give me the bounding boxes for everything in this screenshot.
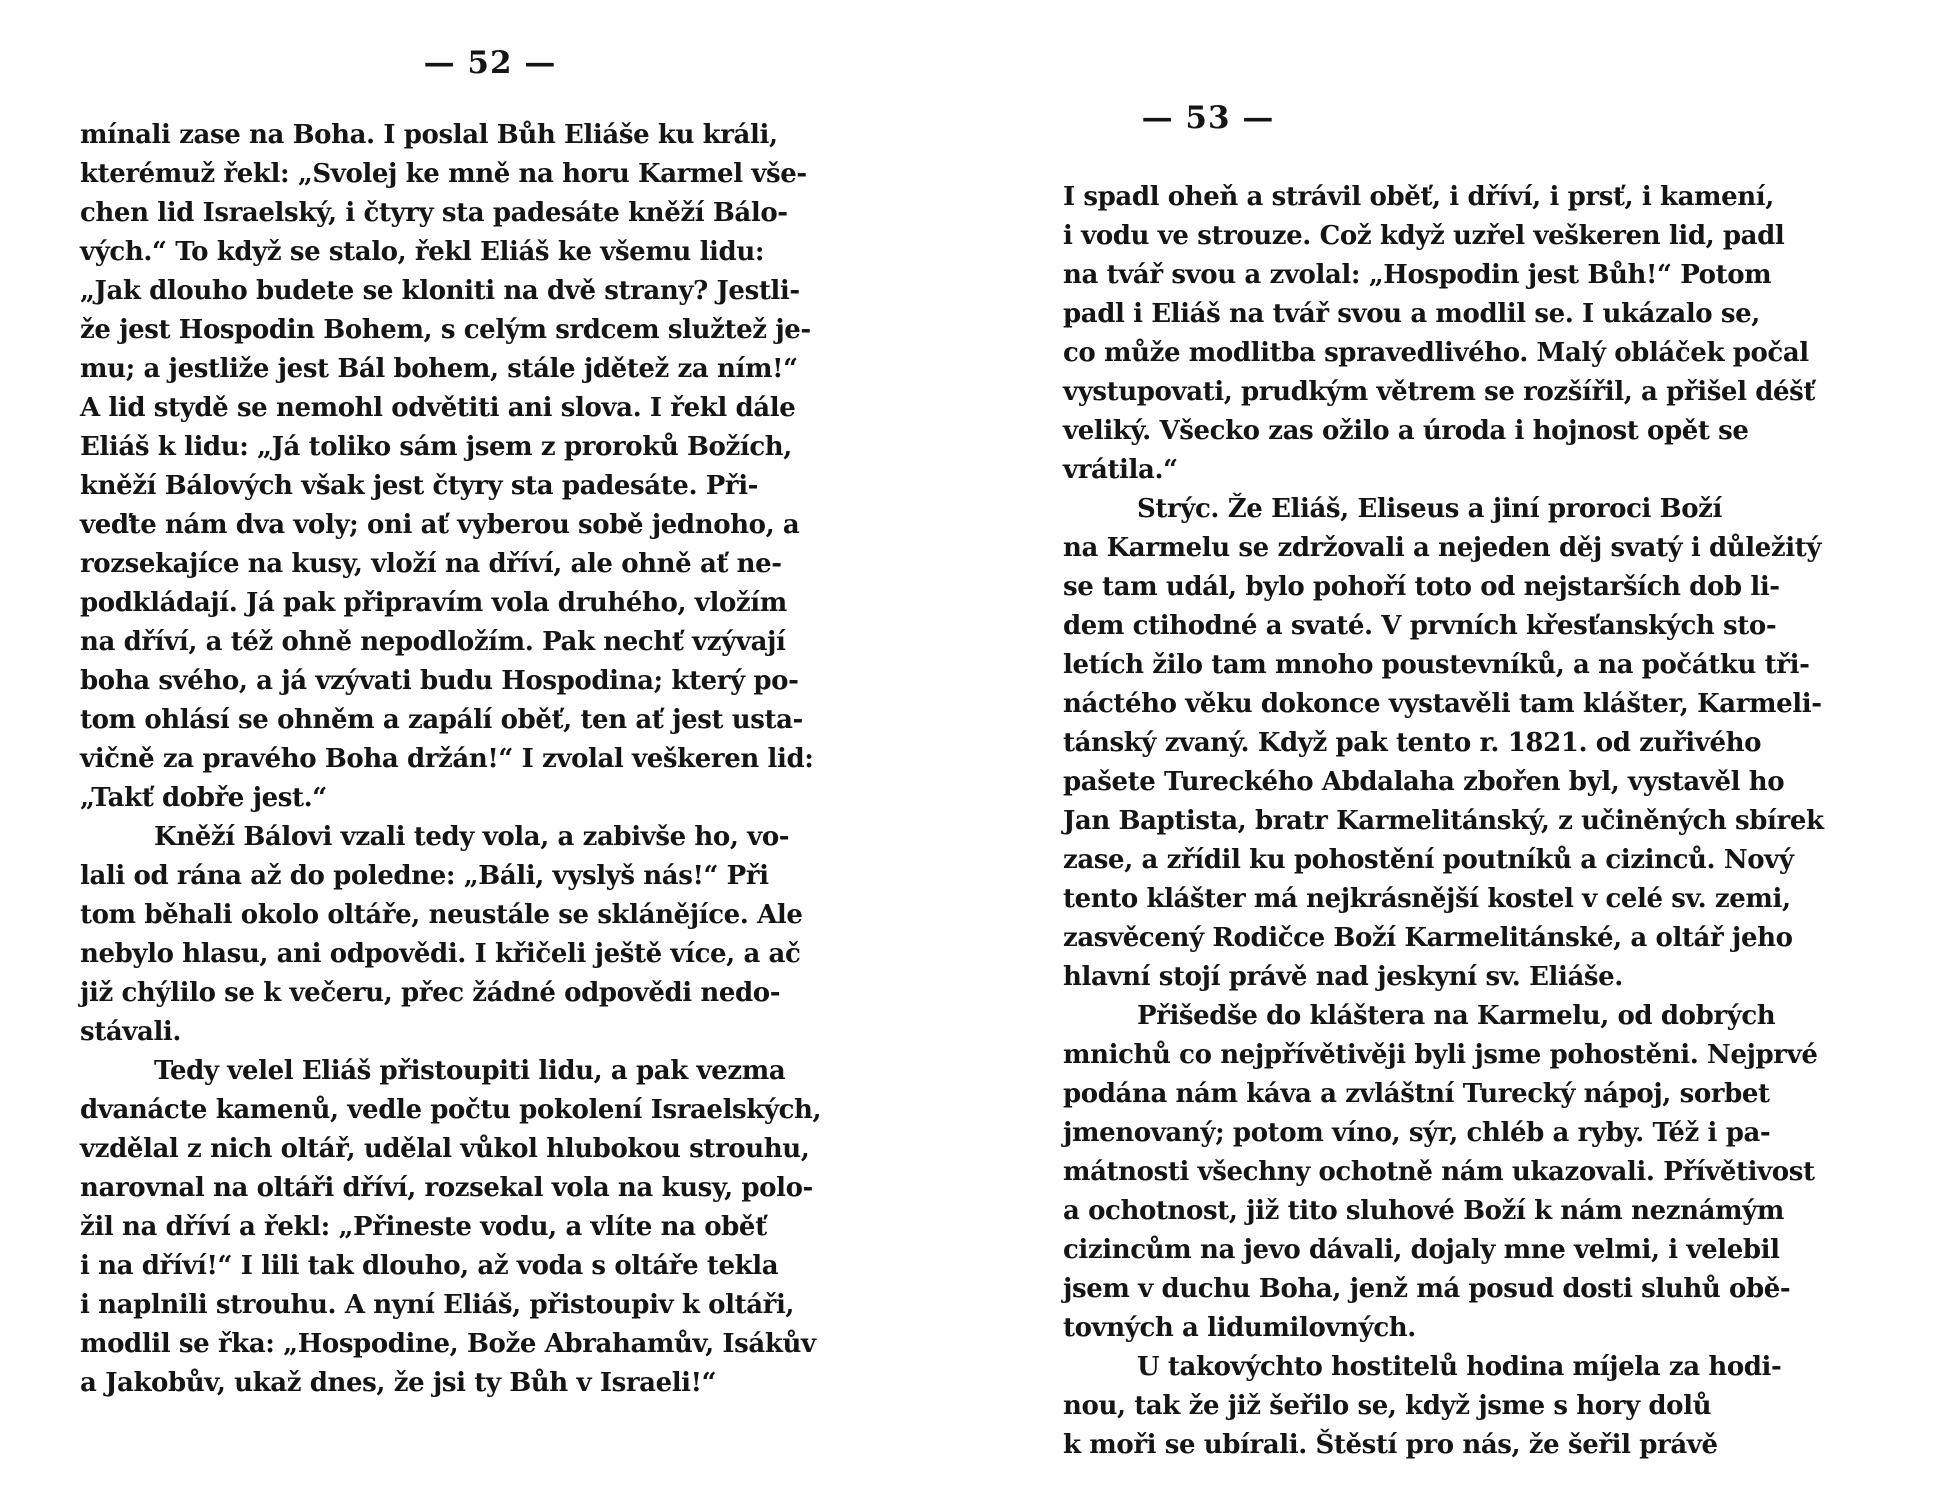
text-line: jmenovaný; potom víno, sýr, chléb a ryby. Též i pa-	[1063, 1118, 1771, 1148]
text-line: padl i Eliáš na tvář svou a modlil se. I ukázalo se,	[1063, 299, 1760, 329]
text-line: hlavní stojí právě nad jeskyní sv. Eliáše.	[1063, 962, 1623, 992]
text-line: veďte nám dva voly; oni ať vyberou sobě jednoho, a	[80, 510, 800, 540]
page-number-right: — 53 —	[1141, 100, 1275, 136]
text-line: nebylo hlasu, ani odpovědi. I křičeli ještě více, a ač	[80, 939, 801, 969]
text-line: dem ctihodné a svaté. V prvních křesťanských sto-	[1063, 611, 1777, 641]
text-line: lali od rána až do poledne: „Báli, vyslyš nás!“ Při	[80, 861, 769, 891]
text-line: vých.“ To když se stalo, řekl Eliáš ke všemu lidu:	[80, 237, 765, 267]
text-line: co může modlitba spravedlivého. Malý obláček počal	[1063, 338, 1809, 368]
text-line: pašete Tureckého Abdalaha zbořen byl, vystavěl ho	[1063, 767, 1785, 797]
text-line: jsem v duchu Boha, jenž má posud dosti sluhů obě-	[1063, 1274, 1791, 1304]
text-line: tánský zvaný. Když pak tento r. 1821. od zuřivého	[1063, 728, 1762, 758]
text-line: náctého věku dokonce vystavěli tam klášter, Karmeli-	[1063, 689, 1822, 719]
text-line: vrátila.“	[1063, 455, 1178, 485]
text-line: „Takť dobře jest.“	[80, 783, 327, 813]
text-line: boha svého, a já vzývati budu Hospodina; který po-	[80, 666, 799, 696]
text-line: na tvář svou a zvolal: „Hospodin jest Bůh!“ Potom	[1063, 260, 1772, 290]
text-line: a Jakobův, ukaž dnes, že jsi ty Bůh v Israeli!“	[80, 1368, 717, 1398]
text-line: dvanácte kamenů, vedle počtu pokolení Israelských,	[80, 1095, 822, 1125]
left-page-text	[80, 116, 900, 1403]
paragraph-start-line: Kněží Bálovi vzali tedy vola, a zabivše ho, vo-	[154, 822, 790, 852]
text-line: tovných a lidumilovných.	[1063, 1313, 1416, 1343]
text-line: mínali zase na Boha. I poslal Bůh Eliáše ku králi,	[80, 120, 778, 150]
text-line: Jan Baptista, bratr Karmelitánský, z učiněných sbírek	[1063, 806, 1824, 836]
paragraph-start-line: U takovýchto hostitelů hodina míjela za hodi-	[1137, 1352, 1782, 1382]
right-page	[973, 0, 1946, 1500]
text-line: i naplnili strouhu. A nyní Eliáš, přistoupiv k oltáři,	[80, 1290, 795, 1320]
text-line: chen lid Israelský, i čtyry sta padesáte kněží Bálo-	[80, 198, 788, 228]
text-line: „Jak dlouho budete se kloniti na dvě strany? Jestli-	[80, 276, 800, 306]
text-line: vystupovati, prudkým větrem se rozšířil, a přišel déšť	[1063, 377, 1815, 407]
text-line: že jest Hospodin Bohem, s celým srdcem služtež je-	[80, 315, 811, 345]
text-line: letích žilo tam mnoho poustevníků, a na počátku tři-	[1063, 650, 1810, 680]
text-line: se tam udál, bylo pohoří toto od nejstarších dob li-	[1063, 572, 1780, 602]
text-line: vičně za pravého Boha držán!“ I zvolal veškeren lid:	[80, 744, 814, 774]
text-line: A lid stydě se nemohl odvětiti ani slova. I řekl dále	[80, 393, 796, 423]
text-line: mátnosti všechny ochotně nám ukazovali. Přívětivost	[1063, 1157, 1815, 1187]
text-line: Eliáš k lidu: „Já toliko sám jsem z proroků Božích,	[80, 432, 792, 462]
text-line: žil na dříví a řekl: „Přineste vodu, a vlíte na oběť	[80, 1212, 767, 1242]
text-line: kterémuž řekl: „Svolej ke mně na horu Karmel vše-	[80, 159, 807, 189]
text-line: tento klášter má nejkrásnější kostel v celé sv. zemi,	[1063, 884, 1791, 914]
text-line: a ochotnost, již tito sluhové Boží k nám neznámým	[1063, 1196, 1784, 1226]
right-page-text	[1063, 178, 1863, 1465]
text-line: i vodu ve strouze. Což když uzřel veškeren lid, padl	[1063, 221, 1785, 251]
text-line: tom běhali okolo oltáře, neustále se sklánějíce. Ale	[80, 900, 803, 930]
text-line: I spadl oheň a strávil oběť, i dříví, i prsť, i kamení,	[1063, 182, 1774, 212]
text-line: narovnal na oltáři dříví, rozsekal vola na kusy, polo-	[80, 1173, 813, 1203]
paragraph-start-line: Tedy velel Eliáš přistoupiti lidu, a pak vezma	[154, 1056, 786, 1086]
text-line: cizincům na jevo dávali, dojaly mne velmi, i velebil	[1063, 1235, 1780, 1265]
text-line: podkládají. Já pak připravím vola druhého, vložím	[80, 588, 787, 618]
text-line: nou, tak že již šeřilo se, když jsme s hory dolů	[1063, 1391, 1712, 1421]
page-number-left: — 52 —	[423, 45, 557, 81]
text-line: rozsekajíce na kusy, vloží na dříví, ale ohně ať ne-	[80, 549, 782, 579]
text-line: zase, a zřídil ku pohostění poutníků a cizinců. Nový	[1063, 845, 1794, 875]
text-line: modlil se řka: „Hospodine, Bože Abrahamův, Isákův	[80, 1329, 816, 1359]
text-line: tom ohlásí se ohněm a zapálí oběť, ten ať jest usta-	[80, 705, 803, 735]
paragraph-start-line: Strýc. Že Eliáš, Eliseus a jiní proroci Boží	[1137, 494, 1722, 524]
text-line: na Karmelu se zdržovali a nejeden děj svatý i důležitý	[1063, 533, 1822, 563]
text-line: podána nám káva a zvláštní Turecký nápoj, sorbet	[1063, 1079, 1770, 1109]
text-line: mu; a jestliže jest Bál bohem, stále jdětež za ním!“	[80, 354, 798, 384]
paragraph-start-line: Přišedše do kláštera na Karmelu, od dobrých	[1137, 1001, 1776, 1031]
text-line: mnichů co nejpřívětivěji byli jsme pohostěni. Nejprvé	[1063, 1040, 1818, 1070]
text-line: k moři se ubírali. Štěstí pro nás, že šeřil právě	[1063, 1430, 1718, 1460]
text-line: kněží Bálových však jest čtyry sta padesáte. Při-	[80, 471, 759, 501]
text-line: veliký. Všecko zas ožilo a úroda i hojnost opět se	[1063, 416, 1749, 446]
text-line: stávali.	[80, 1017, 182, 1047]
text-line: již chýlilo se k večeru, přec žádné odpovědi nedo-	[80, 978, 781, 1008]
text-line: i na dříví!“ I lili tak dlouho, až voda s oltáře tekla	[80, 1251, 779, 1281]
text-line: vzdělal z nich oltář, udělal vůkol hlubokou strouhu,	[80, 1134, 810, 1164]
text-line: na dříví, a též ohně nepodložím. Pak nechť vzývají	[80, 627, 786, 657]
text-line: zasvěcený Rodičce Boží Karmelitánské, a oltář jeho	[1063, 923, 1793, 953]
